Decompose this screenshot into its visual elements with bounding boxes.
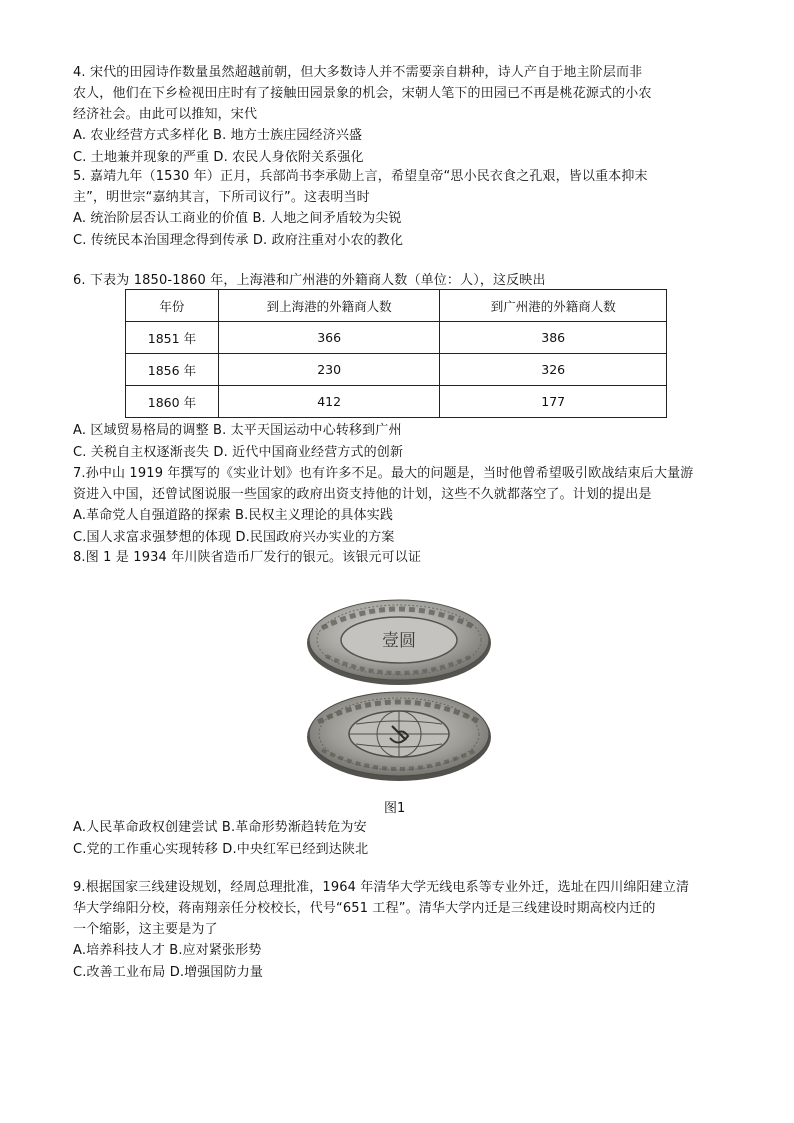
question-text-line: 资进入中国，还曾试图说服一些国家的政府出资支持他的计划，这些不久就都落空了。计划的提出是 [73, 487, 652, 502]
table-row [126, 322, 667, 354]
answer-options-ab: A. 区域贸易格局的调整 B. 太平天国运动中心转移到广州 [73, 423, 402, 438]
table-cell: 177 [440, 386, 667, 418]
answer-options-cd: C. 传统民本治国理念得到传承 D. 政府注重对小农的教化 [73, 233, 404, 248]
question-text-line: 7.孙中山 1919 年撰写的《实业计划》也有许多不足。最大的问题是，当时他曾希望吸引欧战结束后大量游 [73, 466, 694, 481]
silver-coin-image [304, 598, 494, 788]
question-text-line: 农人，他们在下乡检视田庄时有了接触田园景象的机会，宋朝人笔下的田园已不再是桃花源式的小农 [73, 86, 652, 101]
table-cell: 1856 年 [126, 354, 219, 386]
coin-obverse [307, 600, 491, 685]
question-7 [73, 463, 723, 549]
answer-options-ab: A.革命党人自强道路的探索 B.民权主义理论的具体实践 [73, 508, 394, 523]
question-text-line: 华大学绵阳分校，蒋南翔亲任分校校长，代号“651 工程”。清华大学内迁是三线建设时期高校内迁的 [73, 901, 656, 916]
answer-options-ab: A.培养科技人才 B.应对紧张形势 [73, 943, 262, 958]
answer-options-cd: C.党的工作重心实现转移 D.中央红军已经到达陕北 [73, 842, 369, 857]
answer-options-cd: C.国人求富求强梦想的体现 D.民国政府兴办实业的方案 [73, 530, 395, 545]
question-text-line: 4. 宋代的田园诗作数量虽然超越前朝，但大多数诗人并不需要亲自耕种，诗人产自于地主阶层而非 [73, 65, 643, 80]
table-row [126, 386, 667, 418]
question-text-line: 6. 下表为 1850-1860 年，上海港和广州港的外籍商人数（单位：人），这反映出 [73, 273, 546, 288]
question-text-line: 9.根据国家三线建设规划，经周总理批准，1964 年清华大学无线电系等专业外迁，选址在四川绵阳建立清 [73, 880, 690, 895]
table-cell: 366 [218, 322, 440, 354]
table-cell: 412 [218, 386, 440, 418]
table-cell: 1860 年 [126, 386, 219, 418]
question-text-line: 经济社会。由此可以推知，宋代 [73, 107, 258, 122]
question-8-options [73, 817, 723, 861]
question-text-line: 8.图 1 是 1934 年川陕省造币厂发行的银元。该银元可以证 [73, 550, 422, 565]
coin-denomination: 壹圆 [382, 631, 416, 651]
answer-options-cd: C. 土地兼并现象的严重 D. 农民人身依附关系强化 [73, 150, 364, 165]
answer-options-cd: C.改善工业布局 D.增强国防力量 [73, 965, 264, 980]
question-text-line: 5. 嘉靖九年（1530 年）正月，兵部尚书李承勋上言，希望皇帝“思小民衣食之孔艰，皆以重本抑末 [73, 169, 648, 184]
question-6 [73, 270, 723, 291]
question-4 [73, 62, 723, 169]
question-text-line: 一个缩影，这主要是为了 [73, 922, 218, 937]
table-cell: 386 [440, 322, 667, 354]
answer-options-ab: A.人民革命政权创建尝试 B.革命形势渐趋转危为安 [73, 820, 367, 835]
table-cell: 1851 年 [126, 322, 219, 354]
answer-options-ab: A. 农业经营方式多样化 B. 地方士族庄园经济兴盛 [73, 128, 363, 143]
answer-options-cd: C. 关税自主权逐渐丧失 D. 近代中国商业经营方式的创新 [73, 445, 404, 460]
question-5 [73, 166, 723, 252]
question-6-options [73, 420, 723, 464]
table-cell: 326 [440, 354, 667, 386]
question-text-line: 主”，明世宗“嘉纳其言，下所司议行”。这表明当时 [73, 190, 370, 205]
table-row [126, 354, 667, 386]
table-header-cell: 到上海港的外籍商人数 [218, 290, 440, 322]
table-cell: 230 [218, 354, 440, 386]
table-header-cell: 年份 [126, 290, 219, 322]
coin-reverse [307, 692, 491, 781]
question-9 [73, 877, 723, 984]
answer-options-ab: A. 统治阶层否认工商业的价值 B. 人地之间矛盾较为尖锐 [73, 211, 402, 226]
table-header-row [126, 290, 667, 322]
question-8 [73, 547, 723, 568]
merchant-count-table [125, 289, 667, 418]
figure-caption: 图1 [384, 801, 406, 816]
table-header-cell: 到广州港的外籍商人数 [440, 290, 667, 322]
